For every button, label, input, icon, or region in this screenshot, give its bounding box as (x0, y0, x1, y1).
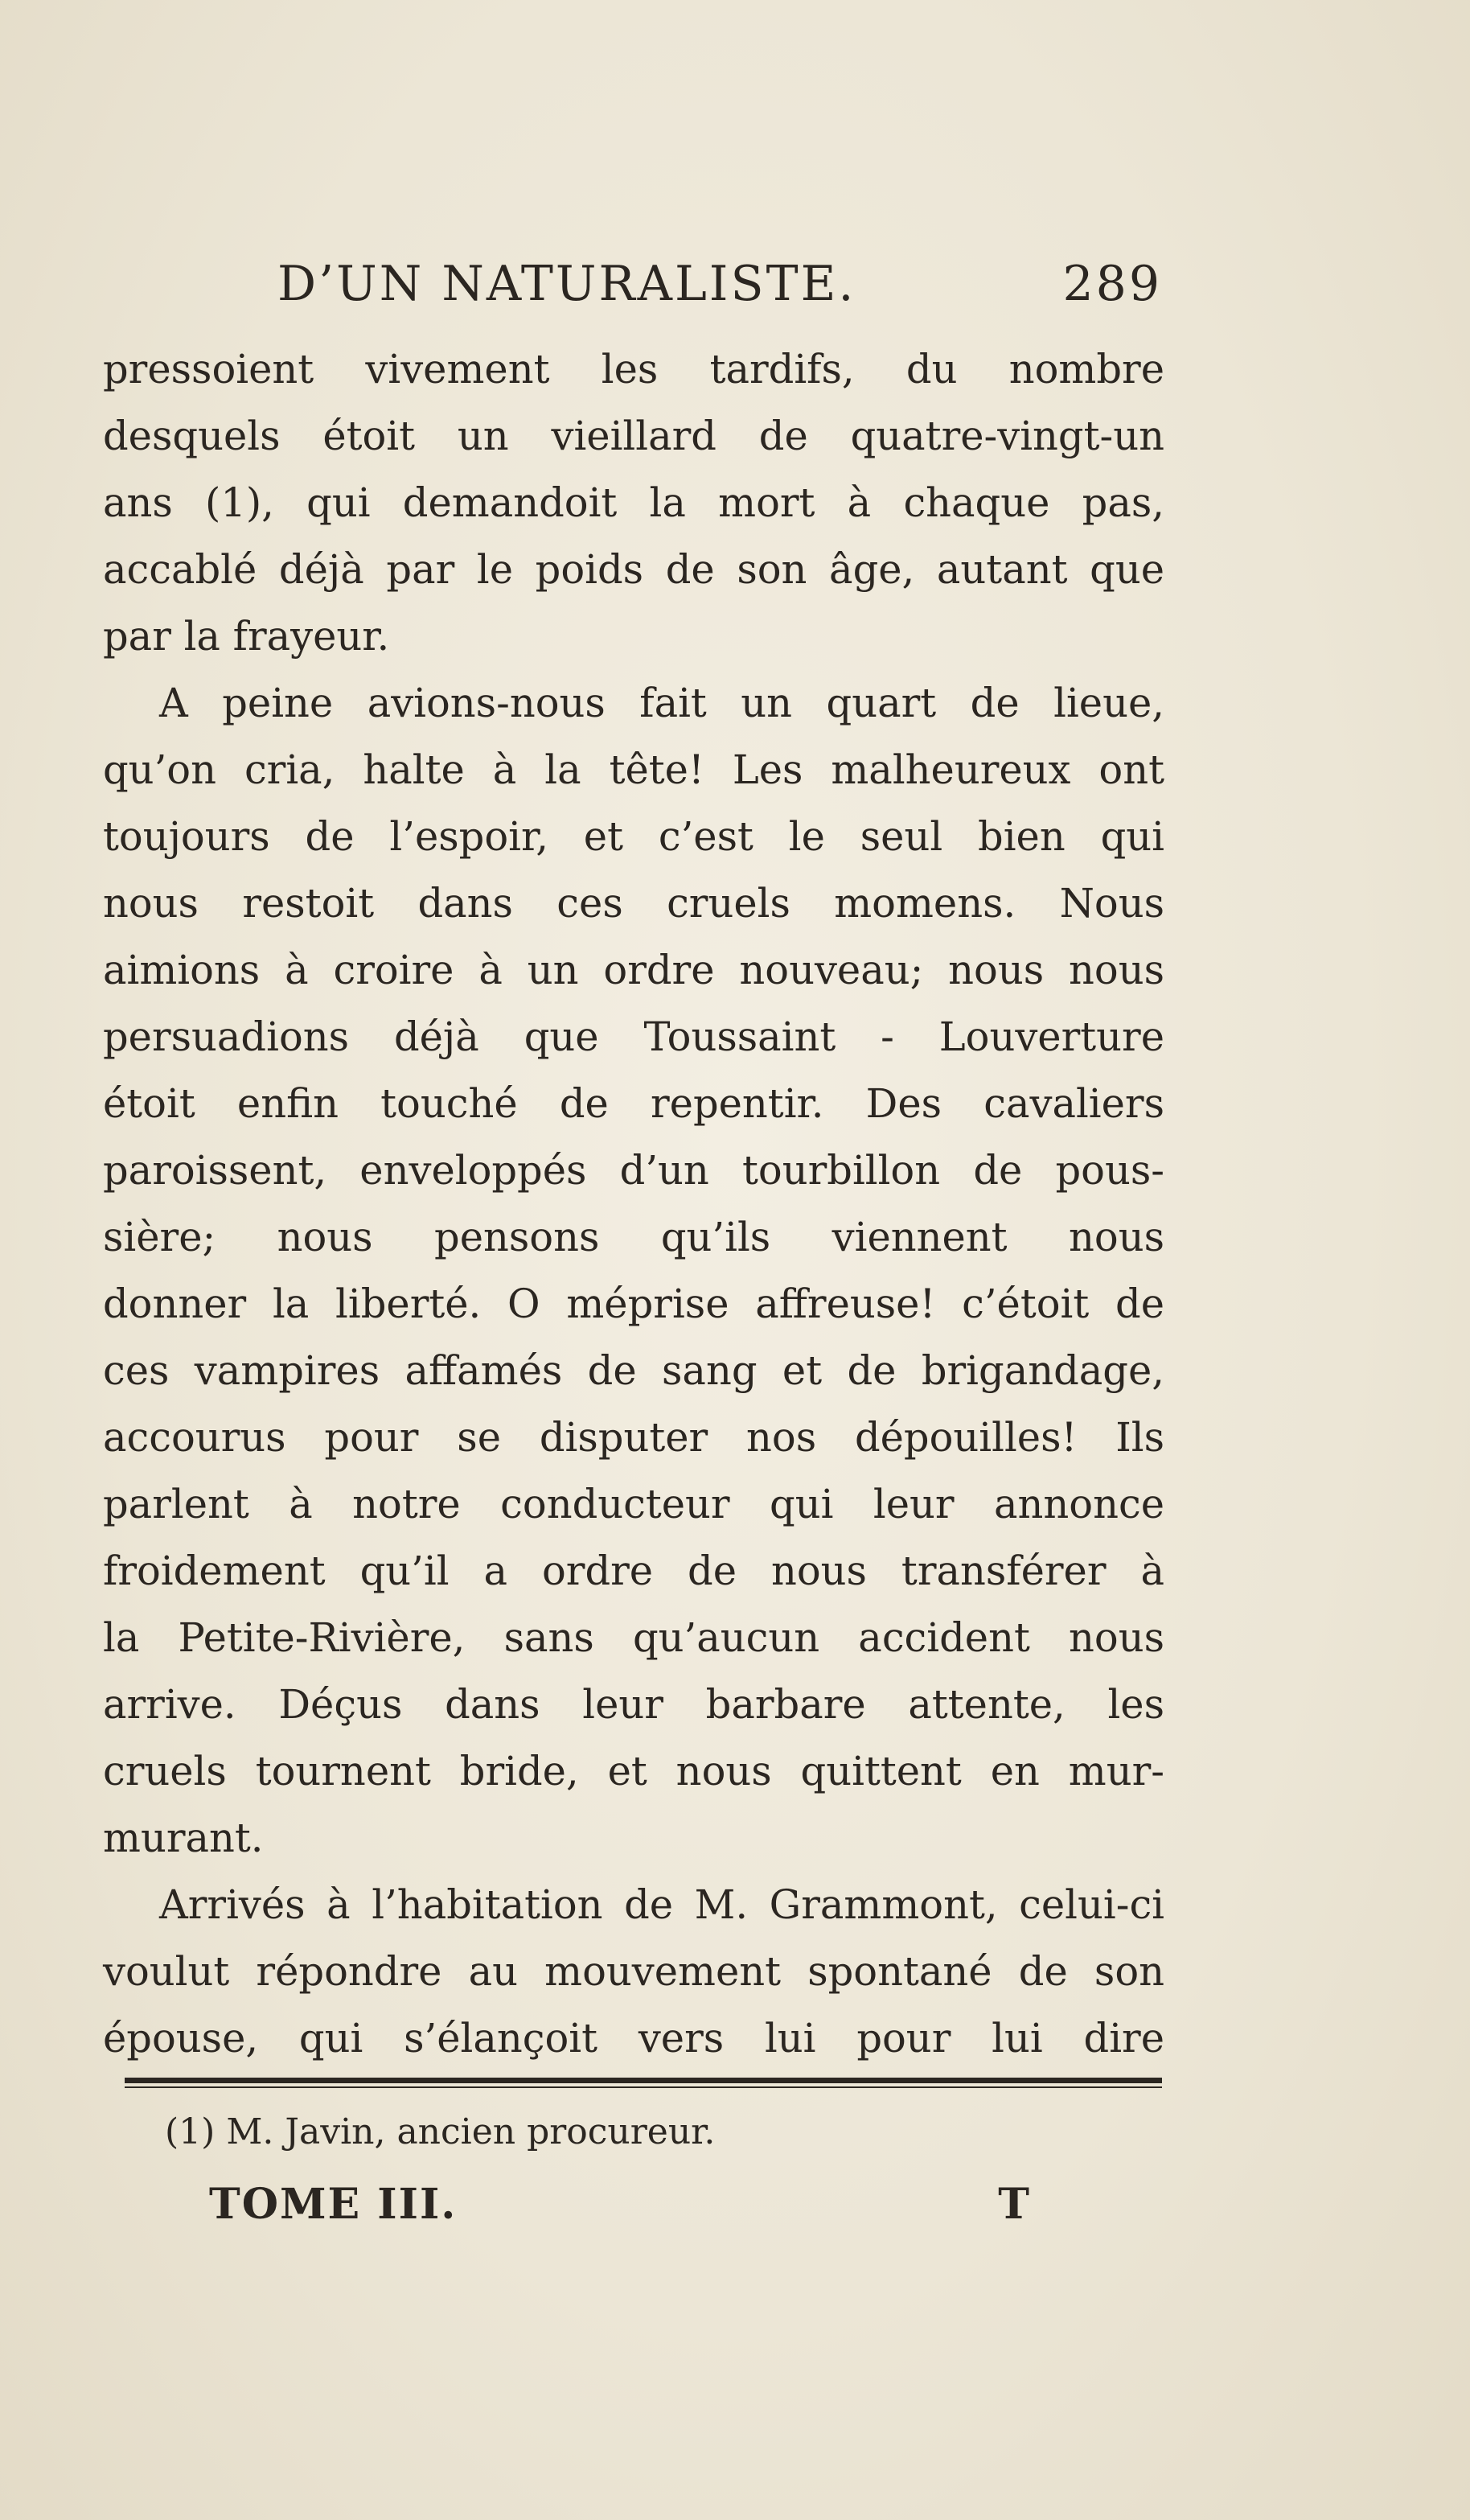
signature-mark: T (998, 2180, 1029, 2229)
text-line: étoit enfin touché de repentir. Des cavaliers (103, 1080, 1164, 1127)
text-line: toujours de l’espoir, et c’est le seul bien qui (103, 813, 1164, 860)
footnote-rule (125, 2078, 1162, 2083)
volume-label: TOME III. (209, 2180, 458, 2229)
text-line: pressoient vivement les tardifs, du nombre (103, 346, 1164, 393)
text-line: la Petite-Rivière, sans qu’aucun accident nous (103, 1614, 1164, 1661)
text-line: par la frayeur. (103, 613, 390, 660)
text-line: ans (1), qui demandoit la mort à chaque pas, (103, 479, 1164, 526)
text-line: nous restoit dans ces cruels momens. Nous (103, 880, 1164, 927)
text-line: parlent à notre conducteur qui leur annonce (103, 1481, 1164, 1527)
text-line: accablé déjà par le poids de son âge, autant que (103, 546, 1164, 593)
text-line: arrive. Déçus dans leur barbare attente, les (103, 1681, 1164, 1728)
text-line: voulut répondre au mouvement spontané de son (103, 1948, 1164, 1995)
text-line: aimions à croire à un ordre nouveau; nous nous (103, 947, 1164, 993)
text-line: cruels tournent bride, et nous quittent en mur- (103, 1748, 1164, 1794)
text-line: Arrivés à l’habitation de M. Grammont, celui-ci (159, 1881, 1164, 1928)
text-line: qu’on cria, halte à la tête! Les malheureux ont (103, 746, 1164, 793)
body-text (103, 336, 1164, 2072)
text-line: donner la liberté. O méprise affreuse! c’étoit de (103, 1281, 1164, 1327)
text-line: paroissent, enveloppés d’un tourbillon de pous- (103, 1147, 1164, 1194)
text-line: ces vampires affamés de sang et de brigandage, (103, 1347, 1164, 1394)
paragraph (103, 1872, 1164, 2072)
signature-line (209, 2180, 1029, 2236)
running-header (277, 256, 1162, 312)
text-line: sière; nous pensons qu’ils viennent nous (103, 1214, 1164, 1260)
text-line: A peine avions-nous fait un quart de lieue, (159, 680, 1164, 726)
text-line: épouse, qui s’élançoit vers lui pour lui dire (103, 2015, 1164, 2062)
text-line: persuadions déjà que Toussaint - Louverture (103, 1013, 1164, 1060)
text-line: desquels étoit un vieillard de quatre-vingt-un (103, 413, 1164, 459)
page-number: 289 (1062, 256, 1162, 312)
text-line: murant. (103, 1815, 264, 1861)
text-line: accourus pour se disputer nos dépouilles! Ils (103, 1414, 1164, 1461)
paragraph (103, 670, 1164, 1872)
paragraph (103, 336, 1164, 670)
text-line: froidement qu’il a ordre de nous transférer à (103, 1548, 1164, 1594)
footnote: (1) M. Javin, ancien procureur. (165, 2111, 716, 2152)
running-title: D’UN NATURALISTE. (277, 256, 856, 312)
